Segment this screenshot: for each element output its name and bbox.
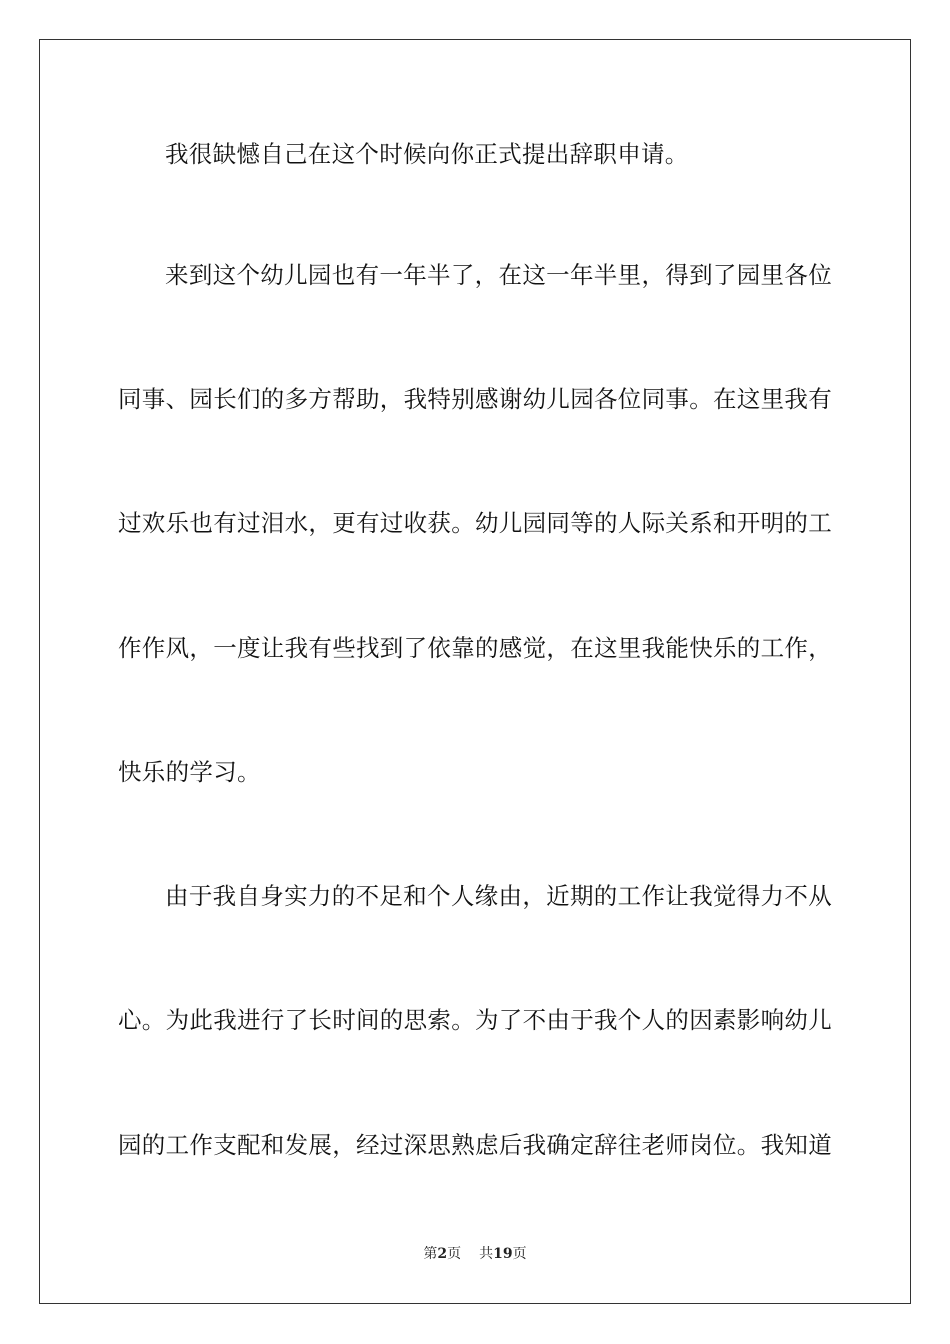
page-prefix: 第 — [423, 1246, 438, 1262]
page-footer — [0, 1244, 950, 1264]
paragraph-2-line-2: 同事、园长们的多方帮助，我特别感谢幼儿园各位同事。在这里我有 — [118, 385, 832, 413]
paragraph-2-line-5: 快乐的学习。 — [118, 758, 261, 786]
total-prefix: 共 — [479, 1246, 494, 1262]
page-suffix: 页 — [447, 1246, 462, 1262]
paragraph-3-line-3: 园的工作支配和发展，经过深思熟虑后我确定辞往老师岗位。我知道 — [118, 1131, 832, 1159]
paragraph-2-line-3: 过欢乐也有过泪水，更有过收获。幼儿园同等的人际关系和开明的工 — [118, 509, 832, 537]
total-suffix: 页 — [512, 1246, 527, 1262]
paragraph-3-line-1: 由于我自身实力的不足和个人缘由，近期的工作让我觉得力不从 — [165, 882, 832, 910]
paragraph-2-line-1: 来到这个幼儿园也有一年半了，在这一年半里，得到了园里各位 — [165, 261, 832, 289]
page-border — [39, 39, 911, 1304]
current-page-number: 2 — [437, 1246, 448, 1262]
total-pages-number: 19 — [493, 1246, 513, 1262]
paragraph-2-line-4: 作作风，一度让我有些找到了依靠的感觉，在这里我能快乐的工作， — [118, 634, 832, 662]
paragraph-3-line-2: 心。为此我进行了长时间的思索。为了不由于我个人的因素影响幼儿 — [118, 1006, 832, 1034]
paragraph-1-line-1: 我很缺憾自己在这个时候向你正式提出辞职申请。 — [165, 140, 689, 168]
